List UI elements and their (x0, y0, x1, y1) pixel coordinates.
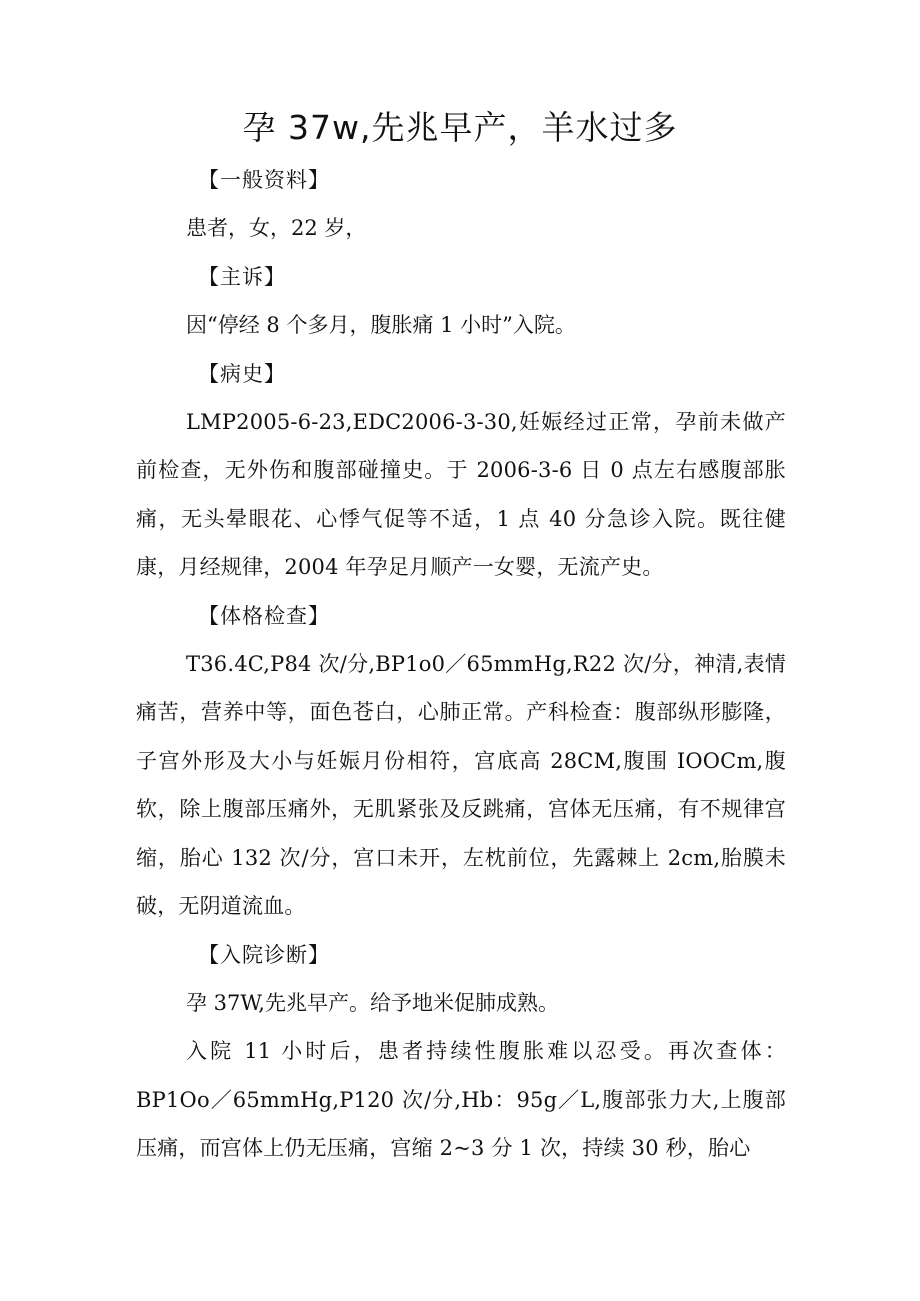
section-heading-general: 【一般资料】 (198, 168, 330, 192)
document-body (136, 156, 786, 1173)
general-info-text: 患者，女，22 岁， (186, 216, 367, 241)
diagnosis-text: 孕 37W,先兆早产。给予地米促肺成熟。 (186, 990, 559, 1015)
followup-text: 入院 11 小时后，患者持续性腹胀难以忍受。再次查体：BP1Oo／65mmHg,P120 次/分,Hb：95g／L,腹部张力大,上腹部压痛，而宫体上仍无压痛，宫缩 2~3 分 1 次，持续 30 秒，胎心 (136, 1039, 786, 1161)
section-heading-exam: 【体格检查】 (198, 603, 330, 628)
document-title: 孕 37w,先兆早产，羊水过多 (242, 108, 678, 147)
section-heading-history: 【病史】 (198, 361, 286, 386)
exam-text: T36.4C,P84 次/分,BP1o0／65mmHg,R22 次/分，神清,表情痛苦，营养中等，面色苍白，心肺正常。产科检查：腹部纵形膨隆，子宫外形及大小与妊娠月份相符，宫底高 28CM,腹围 IOOCm,腹软，除上腹部压痛外，无肌紧张及反跳痛，宫体无压痛，有不规律宫缩，胎心 132 次/分，宫口未开，左枕前位，先露棘上 2cm,胎膜未破，无阴道流血。 (136, 652, 786, 919)
history-text: LMP2005-6-23,EDC2006-3-30,妊娠经过正常，孕前未做产前检查，无外伤和腹部碰撞史。于 2006-3-6 日 0 点左右感腹部胀痛，无头晕眼花、心悸气促等不适，1 点 40 分急诊入院。既往健康，月经规律，2004 年孕足月顺产一女婴，无流产史。 (136, 410, 786, 580)
section-heading-diagnosis: 【入院诊断】 (198, 942, 330, 967)
complaint-text: 因“停经 8 个多月，腹胀痛 1 小时”入院。 (186, 313, 576, 338)
section-heading-complaint: 【主诉】 (198, 264, 286, 289)
